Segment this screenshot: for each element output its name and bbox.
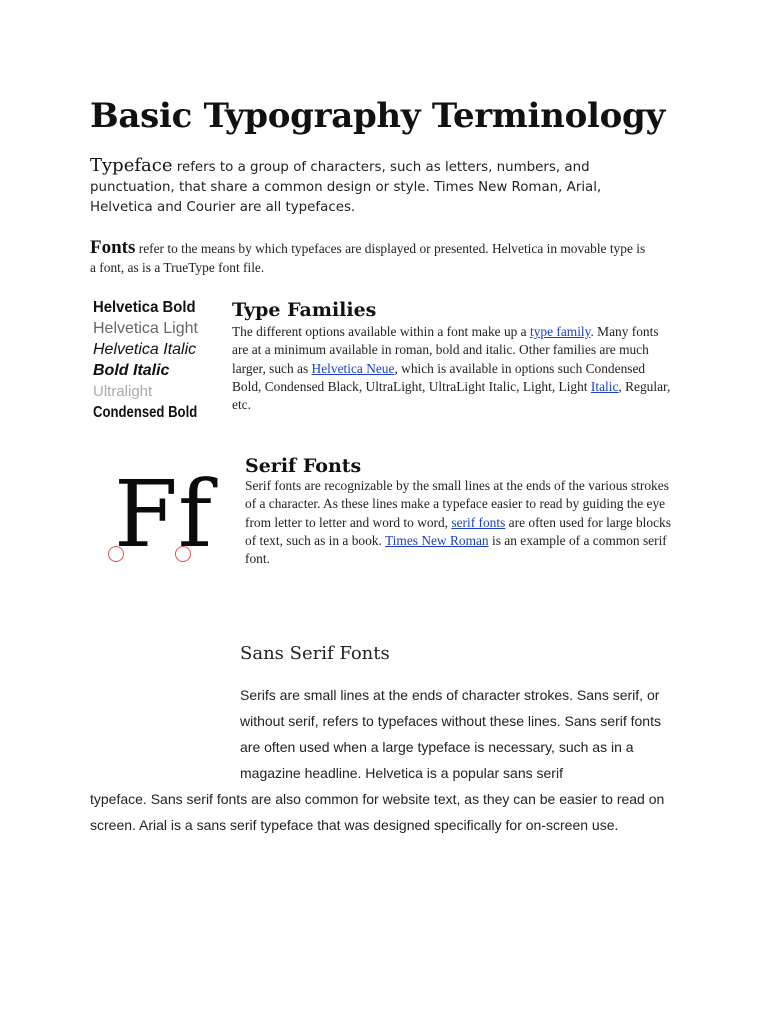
serif-fonts-heading: Serif Fonts xyxy=(245,455,362,477)
sample-bold-italic: Bold Italic xyxy=(93,362,170,379)
typeface-term: Typeface xyxy=(90,155,173,176)
type-families-heading: Type Families xyxy=(232,299,377,321)
serif-fonts-text: is an example of a common serif font. xyxy=(245,532,667,567)
serif-highlight-circle xyxy=(108,546,124,562)
serif-fonts-link[interactable]: serif fonts xyxy=(451,514,506,530)
typeface-paragraph xyxy=(90,156,630,218)
sample-helvetica-bold: Helvetica Bold xyxy=(93,299,196,316)
fonts-term: Fonts xyxy=(90,237,136,258)
italic-link[interactable]: Italic xyxy=(590,378,619,394)
serif-fonts-paragraph xyxy=(245,477,683,568)
serif-fonts-text: Serif fonts are recognizable by the small lines at the ends of the various strokes of a character. As these lines make a typeface easier to read by guiding the eye from letter to letter and word to word, xyxy=(245,478,669,530)
sample-ultralight: Ultralight xyxy=(93,383,153,400)
helvetica-neue-link[interactable]: Helvetica Neue xyxy=(311,360,395,376)
serif-fonts-text: are often used for large blocks of text, such as in a book. xyxy=(245,514,671,548)
typeface-definition: refers to a group of characters, such as letters, numbers, and punctuation, that share a common design or style. Times New Roman, Arial, Helvetica and Courier are all typefaces. xyxy=(90,160,602,215)
type-family-sample-image xyxy=(93,297,223,425)
fonts-definition: refer to the means by which typefaces are displayed or presented. Helvetica in movable type is a font, as is a TrueType font file. xyxy=(90,241,646,275)
sample-helvetica-light: Helvetica Light xyxy=(93,320,198,337)
fonts-paragraph xyxy=(90,238,650,277)
sans-serif-paragraph-continued: typeface. Sans serif fonts are also common for website text, as they can be easier to read on screen. Arial is a sans serif typeface that was designed specifically for on-screen use. xyxy=(90,791,665,833)
type-families-text: The different options available within a font make up a xyxy=(232,324,530,339)
serif-letters: Ff xyxy=(114,461,212,568)
type-families-text: , which is available in options such Condensed Bold, Condensed Black, UltraLight, UltraLight Italic, Light, Light xyxy=(232,360,646,394)
page-title: Basic Typography Terminology xyxy=(90,96,665,136)
type-family-link[interactable]: type family xyxy=(529,324,591,339)
serif-highlight-circle xyxy=(175,546,191,562)
type-families-paragraph xyxy=(232,323,672,414)
type-families-text: . Many fonts are at a minimum available in roman, bold and italic. Other families are much larger, such as xyxy=(232,324,659,376)
sample-helvetica-italic: Helvetica Italic xyxy=(93,341,197,358)
sans-serif-fonts-heading: Sans Serif Fonts xyxy=(240,643,390,664)
serif-example-image xyxy=(100,450,232,578)
times-new-roman-link[interactable]: Times New Roman xyxy=(384,532,489,548)
sample-condensed-bold: Condensed Bold xyxy=(93,404,198,421)
sans-serif-paragraph: Serifs are small lines at the ends of character strokes. Sans serif, or without serif, refers to typefaces without these lines. Sans serif fonts are often used when a large typeface is necessary, such as in a magazine headline. Helvetica is a popular sans serif xyxy=(240,687,661,781)
type-families-text: , Regular, etc. xyxy=(232,378,671,413)
